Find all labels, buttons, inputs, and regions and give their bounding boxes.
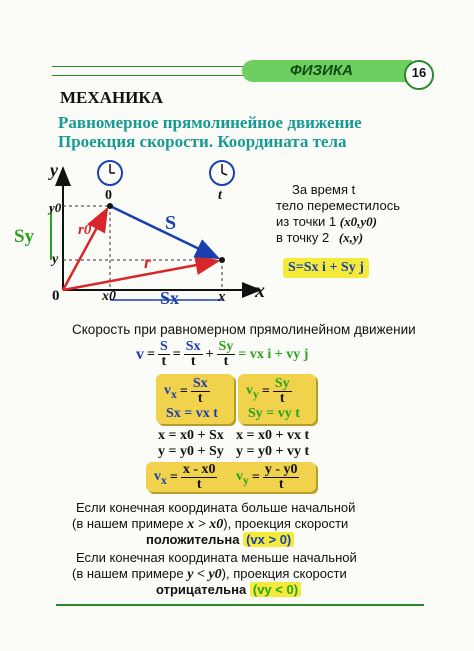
sx-label: Sx [160,288,180,308]
vy-formula: $v_y$ = $\frac{Sy}{t}$ [246,376,290,406]
motion-diagram [35,148,265,308]
section-heading: МЕХАНИКА [60,88,163,107]
r-label: r [144,252,152,272]
negative-line-2-post: ), проекция скорости [221,566,347,581]
vy-final-formula: $v_y$ = $\frac{y - y0}{t}$ [236,462,298,492]
clock-end-label: t [218,188,222,203]
note-line-4-text: в точку 2 [276,230,330,245]
y-equation-1: y = y0 + Sy [158,444,224,459]
sy-over-t-num: Sy [218,339,234,354]
positive-word: положительна [146,532,240,547]
positive-condition: x > x0 [187,517,224,532]
note-line-4 [276,230,363,246]
x-label: x [218,289,226,305]
page-number: 16 [411,65,427,80]
y0-label: y0 [49,200,62,215]
positive-line-2-post: ), проекция скорости [223,516,349,531]
title-line-1: Равномерное прямолинейное движение [58,113,362,132]
s-vector [110,206,218,258]
negative-line-2-pre: (в нашем примере [72,566,184,581]
note-line-3-text: из точки 1 [276,214,337,229]
sy-equation: Sy = vy t [248,406,300,421]
sx-equation: Sx = vx t [166,406,218,421]
vx-final-den: t [196,477,202,492]
origin-label: 0 [52,288,60,304]
vx-formula: $v_x$ = $\frac{Sx}{t}$ [164,376,208,406]
vy-den: t [279,391,285,406]
v-symbol: v [136,345,144,363]
vy-final-den: t [278,477,284,492]
y-label: y [52,252,59,267]
note-line-3 [276,214,377,230]
negative-condition: y < y0 [187,567,222,582]
vx-den: t [197,391,203,406]
velocity-heading: Скорость при равномерном прямолинейном движении [72,322,416,337]
y-equation-2: y = y0 + vy t [236,444,310,459]
title-line-2: Проекция скорости. Координата тела [58,132,347,151]
y-axis-label: y [50,160,58,180]
negative-line-3 [156,582,301,597]
negative-line-1: Если конечная координата меньше начальной [76,550,357,565]
vector-velocity-formula: v = $\frac{S}{t}$ = $\frac{Sx}{t}$ + $\frac{Sy}{t}$ = vx i + vy j [136,339,309,369]
vy-final-num: y - y0 [264,462,298,477]
vx-final-formula: $v_x$ = $\frac{x - x0}{t}$ [154,462,216,492]
sx-over-t-num: Sx [185,339,201,354]
clock-start [98,161,122,185]
r0-label: r0 [78,222,92,238]
note-line-1: За время t [292,182,356,197]
positive-velocity-condition: (vx > 0) [243,532,294,547]
positive-line-2 [72,516,348,533]
clock-end [210,161,234,185]
decomposition-formula: S=Sx i + Sy j [283,258,369,278]
vector-formula-tail: = vx i + vy j [238,346,309,362]
sy-label: Sy [14,226,35,247]
x-axis-label: x [255,280,265,302]
positive-line-1: Если конечная координата больше начальной [76,500,356,515]
note-line-2: тело переместилось [276,198,401,213]
vx-final-num: x - x0 [182,462,216,477]
end-point [219,257,225,263]
x0-label: x0 [102,289,116,304]
negative-velocity-condition: (vy < 0) [250,582,301,597]
subject-label: ФИЗИКА [290,62,353,79]
vx-num: Sx [192,376,208,391]
note-line-3-coords: (x0,y0) [339,214,377,229]
vy-num: Sy [274,376,290,391]
x-equation-2: x = x0 + vx t [236,428,310,443]
x-equation-1: x = x0 + Sx [158,428,224,443]
clock-start-label: 0 [105,188,112,203]
r-vector [63,261,218,290]
footer-line [56,604,424,606]
negative-word: отрицательна [156,582,247,597]
positive-line-2-pre: (в нашем примере [72,516,184,531]
s-label: S [165,212,177,234]
negative-line-2 [72,566,347,583]
positive-line-3 [146,532,294,547]
note-line-4-coords: (x,y) [338,230,364,245]
